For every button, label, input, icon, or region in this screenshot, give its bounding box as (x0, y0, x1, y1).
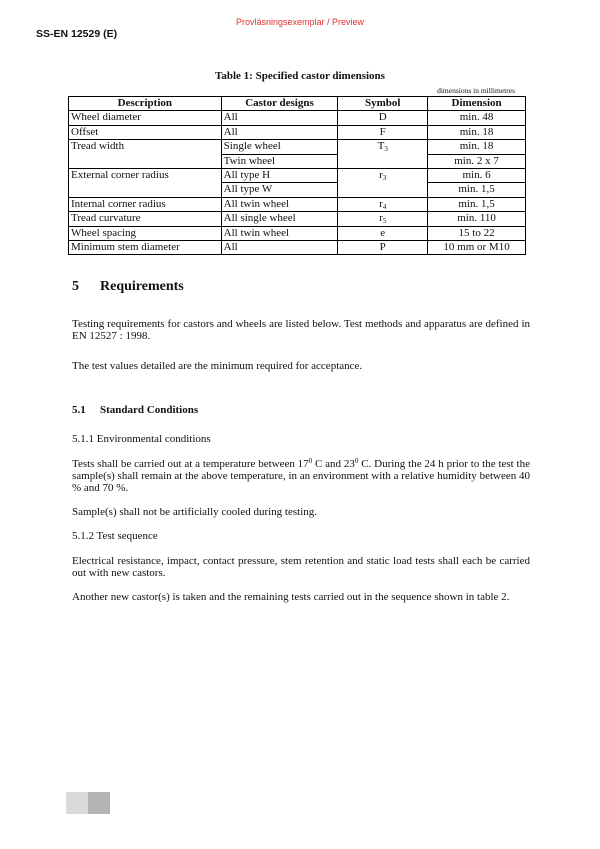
cell-design: All type H (221, 168, 338, 182)
remaining-tests-paragraph: Another new castor(s) is taken and the remaining tests carried out in the sequence shown in table 2. (72, 591, 510, 603)
table-header-row (69, 97, 526, 111)
section-5-number: 5 (72, 279, 79, 294)
env-text-c: C. During the 24 h prior to the test the sample(s) shall remain at the above temperature, in an environment with a relative humidity between 40 % and 70 %. (72, 458, 530, 494)
cell-dimension: min. 2 x 7 (428, 154, 526, 168)
section-5-heading (72, 279, 184, 295)
cell-design: All twin wheel (221, 197, 338, 211)
preview-watermark: Provläsningsexemplar / Preview (235, 17, 365, 27)
cell-description: Wheel diameter (69, 111, 222, 125)
table-title: Table 1: Specified castor dimensions (215, 70, 385, 82)
section-5-title: Requirements (100, 279, 184, 294)
acceptance-paragraph: The test values detailed are the minimum required for acceptance. (72, 360, 363, 372)
symbol-subscript: 3 (382, 173, 387, 182)
header-description: Description (69, 97, 222, 111)
section-5-1-number: 5.1 (72, 404, 86, 416)
page-marker-dark (88, 792, 110, 814)
cooling-paragraph: Sample(s) shall not be artificially cooled during testing. (72, 506, 317, 518)
cell-dimension: min. 48 (428, 111, 526, 125)
table-row (69, 197, 526, 211)
header-castor-designs: Castor designs (221, 97, 338, 111)
symbol-base: r (379, 197, 383, 210)
cell-dimension: 15 to 22 (428, 226, 526, 240)
table-row (69, 111, 526, 125)
cell-symbol (338, 212, 428, 226)
cell-description: External corner radius (69, 168, 222, 197)
environmental-paragraph (72, 458, 530, 494)
header-dimension: Dimension (428, 97, 526, 111)
cell-design: Single wheel (221, 140, 338, 154)
env-text-b: C and 23 (312, 458, 355, 470)
table-row (69, 212, 526, 226)
degree-superscript: 0 (354, 457, 359, 465)
cell-description: Minimum stem diameter (69, 240, 222, 254)
cell-symbol: e (338, 226, 428, 240)
cell-description: Tread curvature (69, 212, 222, 226)
table-row (69, 168, 526, 182)
cell-dimension: min. 110 (428, 212, 526, 226)
cell-description: Wheel spacing (69, 226, 222, 240)
requirements-paragraph: Testing requirements for castors and wheels are listed below. Test methods and apparatus are defined in EN 12527 : 1998. (72, 318, 530, 342)
degree-superscript: 0 (308, 457, 313, 465)
symbol-base: r (379, 212, 383, 225)
subsection-5-1-2-title: 5.1.2 Test sequence (72, 530, 158, 542)
env-text-a: Tests shall be carried out at a temperature between 17 (72, 458, 309, 470)
cell-dimension: min. 18 (428, 125, 526, 139)
cell-design: Twin wheel (221, 154, 338, 168)
cell-design: All (221, 125, 338, 139)
cell-symbol: P (338, 240, 428, 254)
cell-dimension: min. 1,5 (428, 197, 526, 211)
table-row (69, 226, 526, 240)
cell-symbol: F (338, 125, 428, 139)
page-marker-light (66, 792, 88, 814)
cell-dimension: min. 1,5 (428, 183, 526, 197)
units-note: dimensions in millimetres (437, 86, 515, 95)
cell-design: All type W (221, 183, 338, 197)
table-row (69, 125, 526, 139)
cell-dimension: min. 18 (428, 140, 526, 154)
symbol-subscript: 3 (384, 145, 388, 154)
cell-symbol (338, 140, 428, 169)
cell-symbol: D (338, 111, 428, 125)
cell-design: All single wheel (221, 212, 338, 226)
section-5-1-title: Standard Conditions (100, 404, 199, 416)
cell-symbol (338, 197, 428, 211)
cell-description: Internal corner radius (69, 197, 222, 211)
cell-design: All (221, 111, 338, 125)
document-id: SS-EN 12529 (E) (36, 28, 118, 40)
section-5-1-heading (72, 404, 198, 416)
symbol-base: T (377, 140, 385, 153)
table-row (69, 140, 526, 154)
symbol-subscript: 5 (382, 217, 387, 226)
symbol-subscript: 4 (382, 202, 387, 211)
cell-description: Tread width (69, 140, 222, 169)
table-row (69, 240, 526, 254)
header-symbol: Symbol (338, 97, 428, 111)
castor-dimensions-table (68, 96, 526, 255)
subsection-5-1-1-title: 5.1.1 Environmental conditions (72, 433, 211, 445)
cell-description: Offset (69, 125, 222, 139)
cell-dimension: min. 6 (428, 168, 526, 182)
cell-dimension: 10 mm or M10 (428, 240, 526, 254)
cell-design: All (221, 240, 338, 254)
symbol-base: r (379, 168, 383, 181)
test-sequence-paragraph: Electrical resistance, impact, contact pressure, stem retention and static load tests shall each be carried out with new castors. (72, 555, 530, 579)
cell-design: All twin wheel (221, 226, 338, 240)
cell-symbol (338, 168, 428, 197)
